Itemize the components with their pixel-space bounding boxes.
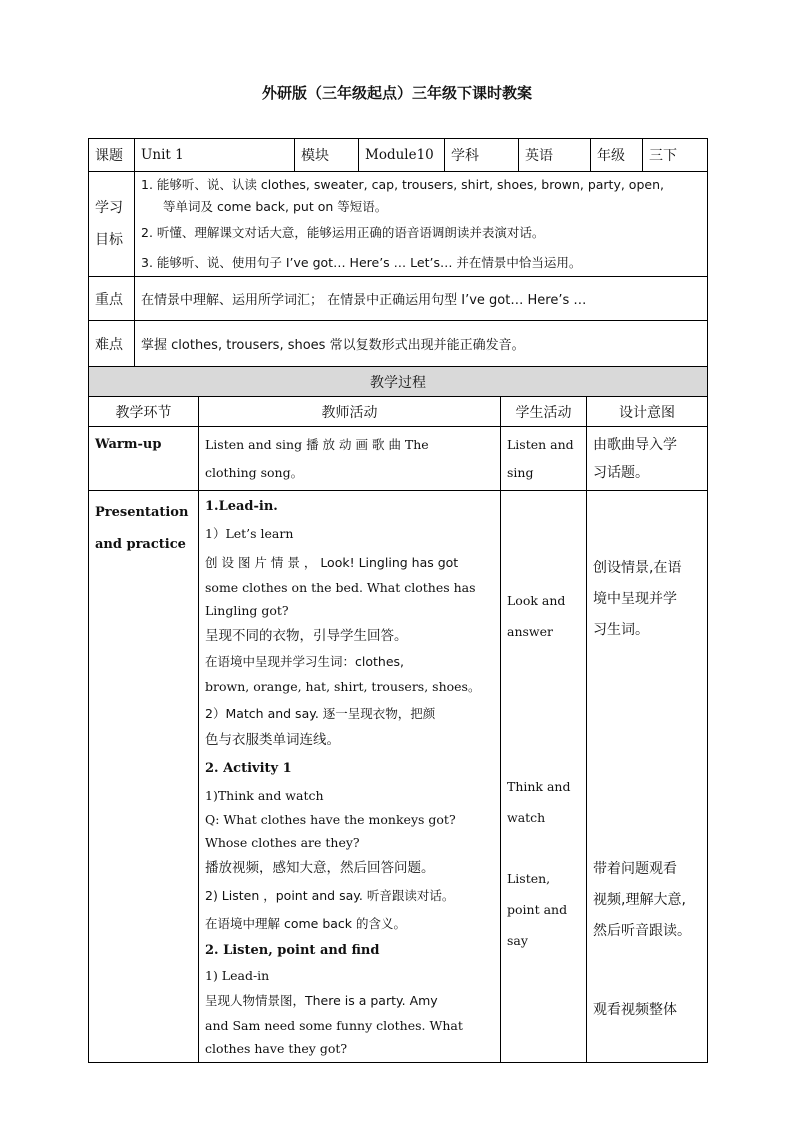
design-line: 带着问题观看 <box>593 861 677 877</box>
presentation-design <box>587 491 708 1063</box>
design-line: 观看视频整体 <box>593 1002 677 1018</box>
topic-value: Unit 1 <box>135 139 295 172</box>
student-line: answer <box>507 624 553 639</box>
student-line: say <box>507 933 528 948</box>
teacher-line: 色与衣服类单词连线。 <box>205 732 340 748</box>
key-points-text: 在情景中理解、运用所学词汇； 在情景中正确运用句型 I’ve got… Here’s … <box>135 277 708 321</box>
design-line: 视频,理解大意, <box>593 892 686 908</box>
warmup-design-line: 由歌曲导入学 <box>593 437 677 453</box>
goals-label-line1: 学习 <box>95 200 123 216</box>
goal-item: 2. 听懂、理解课文对话大意，能够运用正确的语音语调朗读并表演对话。 <box>141 225 545 240</box>
teacher-line: Lingling got? <box>205 603 289 618</box>
warmup-teacher <box>199 427 501 491</box>
teacher-line: brown, orange, hat, shirt, trousers, shoes。 <box>205 679 481 694</box>
warmup-design <box>587 427 708 491</box>
design-line: 创设情景,在语 <box>593 560 682 576</box>
presentation-stage <box>89 491 199 1063</box>
column-header: 设计意图 <box>587 397 708 427</box>
student-line: Think and <box>507 779 571 794</box>
presentation-student <box>501 491 587 1063</box>
teacher-line: Whose clothes are they? <box>205 835 360 850</box>
student-line: point and <box>507 902 568 917</box>
teacher-line: 2) Listen ，point and say. 听音跟读对话。 <box>205 888 455 903</box>
design-line: 习生词。 <box>593 622 649 638</box>
process-table <box>88 366 708 1063</box>
difficulty-label: 难点 <box>89 321 135 367</box>
topic-label: 课题 <box>89 139 135 172</box>
grade-label: 年级 <box>591 139 643 172</box>
goal-item: 1. 能够听、说、认读 clothes, sweater, cap, trousers, shirt, shoes, brown, party, open, <box>141 177 664 192</box>
teacher-line: 播放视频，感知大意，然后回答问题。 <box>205 860 435 876</box>
teacher-line: 1）Let’s learn <box>205 526 294 541</box>
module-value: Module10 <box>359 139 445 172</box>
presentation-stage-line: and practice <box>95 537 186 552</box>
teacher-line: 呈现人物情景图，There is a party. Amy <box>205 993 438 1008</box>
goal-item: 等单词及 come back, put on 等短语。 <box>163 199 388 214</box>
design-line: 境中呈现并学 <box>593 591 677 607</box>
teacher-line: 呈现不同的衣物，引导学生回答。 <box>205 628 408 644</box>
teacher-line: 在语境中理解 come back 的含义。 <box>205 916 407 931</box>
student-line: Look and <box>507 593 566 608</box>
goals-label-line2: 目标 <box>95 232 123 248</box>
section-heading: 1.Lead-in. <box>205 499 278 514</box>
student-line: Listen, <box>507 871 551 886</box>
subject-label: 学科 <box>445 139 519 172</box>
warmup-student <box>501 427 587 491</box>
warmup-design-line: 习话题。 <box>593 465 649 481</box>
column-header: 学生活动 <box>501 397 587 427</box>
teacher-line: 创 设 图 片 情 景 ， Look! Lingling has got <box>205 555 459 570</box>
student-line: watch <box>507 810 546 825</box>
module-label: 模块 <box>295 139 359 172</box>
column-header: 教师活动 <box>199 397 501 427</box>
goal-item: 3. 能够听、说、使用句子 I’ve got… Here’s … Let’s… 并在情景中恰当运用。 <box>141 255 582 270</box>
design-line: 然后听音跟读。 <box>593 923 691 939</box>
warmup-teacher-line: clothing song。 <box>205 465 304 480</box>
teacher-line: 1)Think and watch <box>205 788 324 803</box>
warmup-student-line: sing <box>507 465 534 480</box>
lesson-info-table <box>88 138 708 367</box>
warmup-stage <box>89 427 199 491</box>
presentation-teacher <box>199 491 501 1063</box>
warmup-student-line: Listen and <box>507 437 574 452</box>
teacher-line: Q: What clothes have the monkeys got? <box>205 812 456 827</box>
column-header: 教学环节 <box>89 397 199 427</box>
subject-value: 英语 <box>519 139 591 172</box>
goals-label <box>89 172 135 277</box>
teacher-line: and Sam need some funny clothes. What <box>205 1018 463 1033</box>
difficulty-text: 掌握 clothes, trousers, shoes 常以复数形式出现并能正确发音。 <box>135 321 708 367</box>
page-title: 外研版（三年级起点）三年级下课时教案 <box>261 84 532 102</box>
goals-content <box>135 172 708 277</box>
warmup-teacher-line: Listen and sing 播 放 动 画 歌 曲 The <box>205 437 429 452</box>
section-heading: 2. Listen, point and find <box>205 943 380 958</box>
teacher-line: some clothes on the bed. What clothes has <box>205 580 476 595</box>
teacher-line: 2）Match and say. 逐一呈现衣物，把颜 <box>205 706 436 721</box>
process-heading: 教学过程 <box>89 367 708 397</box>
key-points-label: 重点 <box>89 277 135 321</box>
grade-value: 三下 <box>643 139 708 172</box>
warmup-stage-text: Warm-up <box>95 437 162 452</box>
section-heading: 2. Activity 1 <box>205 761 292 776</box>
teacher-line: 1) Lead-in <box>205 968 270 983</box>
teacher-line: clothes have they got? <box>205 1041 348 1056</box>
presentation-stage-line: Presentation <box>95 505 189 520</box>
teacher-line: 在语境中呈现并学习生词：clothes, <box>205 654 404 669</box>
